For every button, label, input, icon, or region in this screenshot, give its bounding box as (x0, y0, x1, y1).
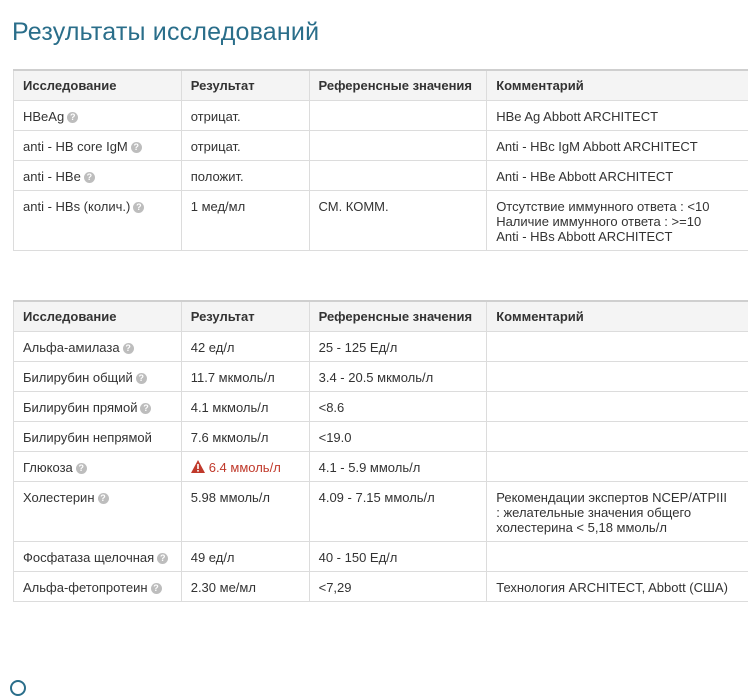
result-value: 6.4 ммоль/л (209, 460, 281, 475)
table-row (14, 362, 748, 392)
warning-icon (191, 460, 205, 473)
help-icon[interactable]: ? (133, 202, 144, 213)
test-name: Глюкоза (23, 460, 73, 475)
table-row (14, 101, 748, 131)
result-cell (181, 191, 309, 251)
comment-cell (487, 482, 748, 542)
result-value: 11.7 мкмоль/л (191, 370, 275, 385)
result-value: отрицат. (191, 109, 241, 124)
test-name: Фосфатаза щелочная (23, 550, 154, 565)
column-header-result: Результат (181, 301, 309, 332)
result-cell (181, 101, 309, 131)
result-value: 5.98 ммоль/л (191, 490, 270, 505)
table-header-row (14, 301, 748, 332)
reference-cell (309, 161, 487, 191)
test-name-cell (14, 572, 182, 602)
reference-cell: 3.4 - 20.5 мкмоль/л (309, 362, 487, 392)
help-icon[interactable]: ? (136, 373, 147, 384)
test-name: Билирубин непрямой (23, 430, 152, 445)
result-cell (181, 161, 309, 191)
test-name: Холестерин (23, 490, 95, 505)
test-name: Билирубин прямой (23, 400, 137, 415)
test-name-cell (14, 362, 182, 392)
result-cell (181, 542, 309, 572)
reference-cell: СМ. КОММ. (309, 191, 487, 251)
reference-cell: 40 - 150 Ед/л (309, 542, 487, 572)
reference-cell: <19.0 (309, 422, 487, 452)
help-icon[interactable]: ? (157, 553, 168, 564)
test-name-cell (14, 131, 182, 161)
warning-result (191, 460, 281, 475)
test-name-cell (14, 482, 182, 542)
comment-cell (487, 101, 748, 131)
table-row (14, 332, 748, 362)
table-row (14, 452, 748, 482)
column-header-test: Исследование (14, 70, 182, 101)
result-cell (181, 452, 309, 482)
comment-line: Рекомендации экспертов NCEP/ATPIII (496, 490, 739, 505)
page-title: Результаты исследований (12, 18, 319, 47)
result-cell (181, 362, 309, 392)
comment-cell (487, 422, 748, 452)
test-name-cell (14, 422, 182, 452)
help-icon[interactable]: ? (151, 583, 162, 594)
test-name: Альфа-амилаза (23, 340, 120, 355)
help-icon[interactable]: ? (123, 343, 134, 354)
reference-cell: 25 - 125 Ед/л (309, 332, 487, 362)
reference-cell (309, 131, 487, 161)
comment-cell (487, 332, 748, 362)
table-row (14, 131, 748, 161)
reference-cell: <7,29 (309, 572, 487, 602)
result-value: 1 мед/мл (191, 199, 245, 214)
result-cell (181, 332, 309, 362)
table-row (14, 392, 748, 422)
comment-cell (487, 362, 748, 392)
comment-cell (487, 191, 748, 251)
column-header-comment: Комментарий (487, 70, 748, 101)
column-header-test: Исследование (14, 301, 182, 332)
test-name: anti - HB core IgM (23, 139, 128, 154)
result-cell (181, 392, 309, 422)
result-value: 4.1 мкмоль/л (191, 400, 269, 415)
hepatitis-results-table (13, 69, 748, 251)
test-name-cell (14, 392, 182, 422)
comment-line: Anti - HBc IgM Abbott ARCHITECT (496, 139, 739, 154)
test-name-cell (14, 452, 182, 482)
comment-line: Anti - HBe Abbott ARCHITECT (496, 169, 739, 184)
test-name-cell (14, 191, 182, 251)
result-value: положит. (191, 169, 244, 184)
comment-cell (487, 161, 748, 191)
table-row (14, 191, 748, 251)
help-icon[interactable]: ? (131, 142, 142, 153)
column-header-reference: Референсные значения (309, 301, 487, 332)
test-name: anti - HBs (колич.) (23, 199, 130, 214)
comment-cell (487, 452, 748, 482)
test-name: anti - HBe (23, 169, 81, 184)
table-row (14, 482, 748, 542)
result-value: отрицат. (191, 139, 241, 154)
test-name-cell (14, 101, 182, 131)
comment-line: Anti - HBs Abbott ARCHITECT (496, 229, 739, 244)
test-name: Альфа-фетопротеин (23, 580, 148, 595)
table-row (14, 422, 748, 452)
comment-line: : желательные значения общего (496, 505, 739, 520)
table-row (14, 161, 748, 191)
column-header-reference: Референсные значения (309, 70, 487, 101)
test-name-cell (14, 542, 182, 572)
result-value: 7.6 мкмоль/л (191, 430, 269, 445)
next-section-icon (10, 680, 26, 696)
test-name: HBeAg (23, 109, 64, 124)
reference-cell: 4.09 - 7.15 ммоль/л (309, 482, 487, 542)
comment-line: Наличие иммунного ответа : >=10 (496, 214, 739, 229)
comment-cell (487, 572, 748, 602)
help-icon[interactable]: ? (76, 463, 87, 474)
column-header-comment: Комментарий (487, 301, 748, 332)
result-cell (181, 572, 309, 602)
help-icon[interactable]: ? (140, 403, 151, 414)
result-cell (181, 422, 309, 452)
column-header-result: Результат (181, 70, 309, 101)
test-name: Билирубин общий (23, 370, 133, 385)
comment-line: HBe Ag Abbott ARCHITECT (496, 109, 739, 124)
result-value: 2.30 ме/мл (191, 580, 256, 595)
result-cell (181, 482, 309, 542)
comment-line: Отсутствие иммунного ответа : <10 (496, 199, 739, 214)
help-icon[interactable]: ? (67, 112, 78, 123)
help-icon[interactable]: ? (84, 172, 95, 183)
result-value: 49 ед/л (191, 550, 235, 565)
test-name-cell (14, 161, 182, 191)
result-value: 42 ед/л (191, 340, 235, 355)
reference-cell: <8.6 (309, 392, 487, 422)
help-icon[interactable]: ? (98, 493, 109, 504)
result-cell (181, 131, 309, 161)
comment-cell (487, 392, 748, 422)
biochemistry-results-table (13, 300, 748, 602)
test-name-cell (14, 332, 182, 362)
reference-cell: 4.1 - 5.9 ммоль/л (309, 452, 487, 482)
reference-cell (309, 101, 487, 131)
table-row (14, 542, 748, 572)
comment-cell (487, 542, 748, 572)
comment-line: холестерина < 5,18 ммоль/л (496, 520, 739, 535)
comment-line: Технология ARCHITECT, Abbott (США) (496, 580, 739, 595)
table-row (14, 572, 748, 602)
table-header-row (14, 70, 748, 101)
comment-cell (487, 131, 748, 161)
